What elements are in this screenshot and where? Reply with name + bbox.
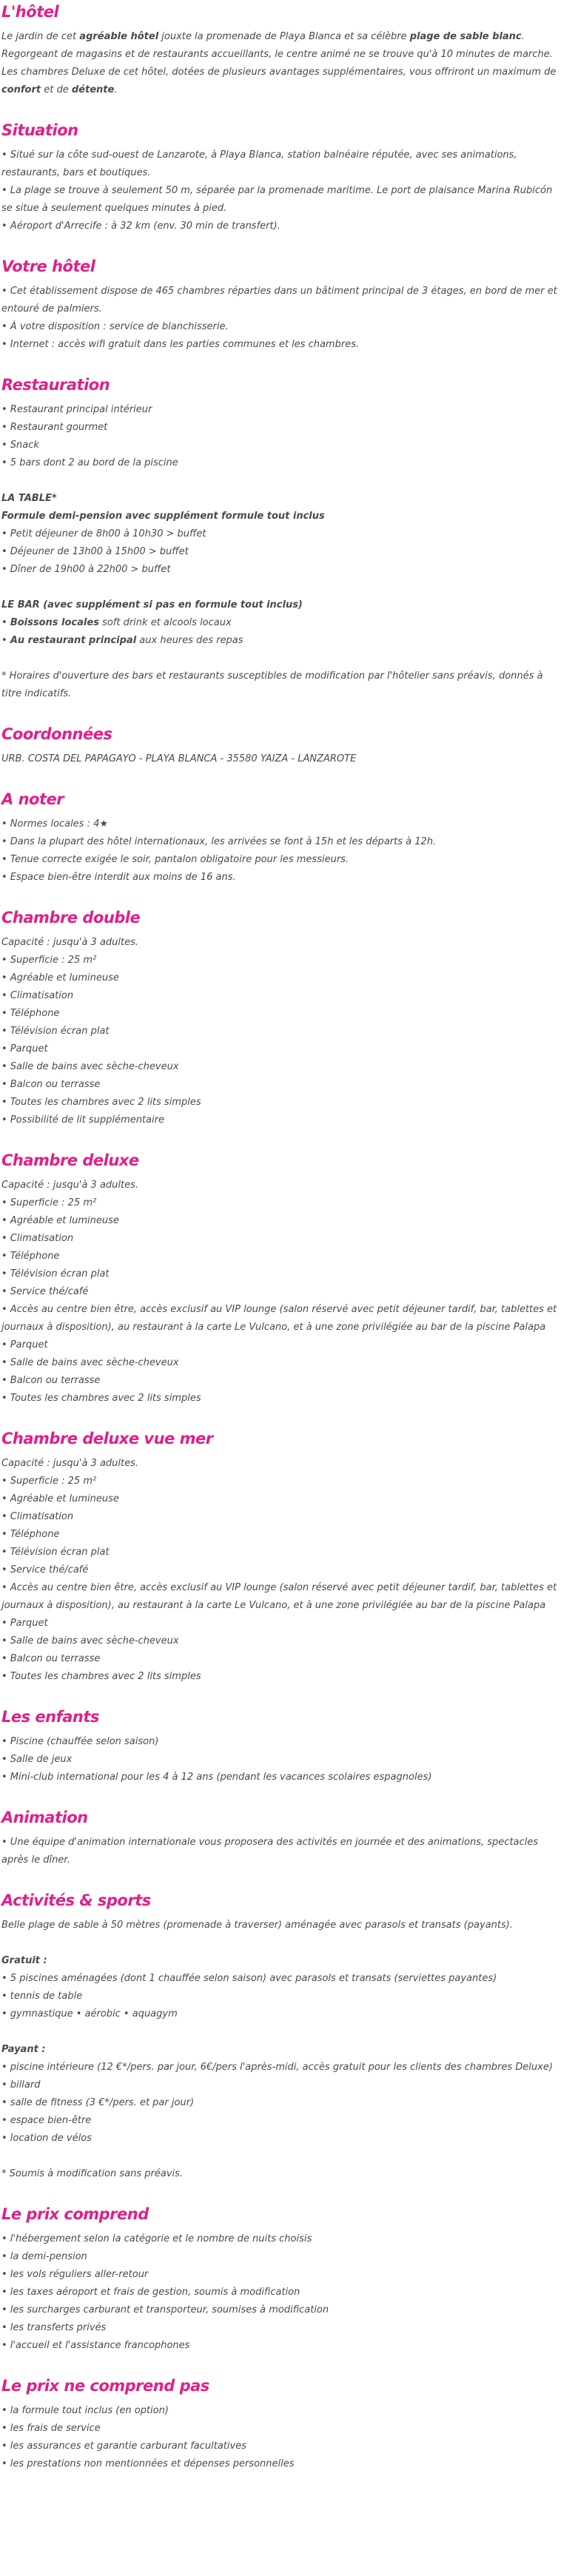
text-run: • Agréable et lumineuse: [1, 1215, 119, 1226]
text-run: • 5 bars dont 2 au bord de la piscine: [1, 457, 178, 468]
bold-text: LA TABLE*: [1, 493, 57, 504]
text-run: • l'hébergement selon la catégorie et le nombre de nuits choisis: [1, 2233, 312, 2244]
text-run: • Salle de jeux: [1, 1754, 73, 1765]
paragraph: [1, 1834, 559, 1869]
section-title: Votre hôtel: [1, 258, 95, 275]
text-run: • les taxes aéroport et frais de gestion, soumis à modification: [1, 2287, 300, 2298]
text-run: • les prestations non mentionnées et dépenses personnelles: [1, 2458, 295, 2469]
text-run: • Télévision écran plat: [1, 1026, 110, 1037]
text-run: • salle de fitness (3 €*/pers. et par jour): [1, 2097, 195, 2108]
text-run: • Climatisation: [1, 990, 74, 1001]
text-run: • Restaurant gourmet: [1, 422, 108, 433]
paragraph: [1, 2402, 559, 2473]
text-run: • billard: [1, 2079, 41, 2091]
paragraph: [1, 1455, 559, 1686]
text-run: • Toutes les chambres avec 2 lits simples: [1, 1393, 201, 1404]
text-run: • Balcon ou terrasse: [1, 1653, 101, 1664]
section-prix-comprend: [1, 2204, 559, 2355]
section-title: Chambre deluxe: [1, 1151, 139, 1169]
text-run: • les surcharges carburant et transporteur, soumises à modification: [1, 2304, 329, 2316]
text-run: Le jardin de cet: [1, 31, 80, 42]
text-run: • Parquet: [1, 1618, 48, 1629]
text-run: • la formule tout inclus (en option): [1, 2405, 169, 2416]
text-run: • Parquet: [1, 1043, 48, 1055]
bold-text: Gratuit :: [1, 1955, 47, 1966]
text-run: • Toutes les chambres avec 2 lits simples: [1, 1671, 201, 1682]
text-run: •: [1, 617, 10, 628]
text-run: aux heures des repas: [136, 635, 243, 646]
text-run: • location de vélos: [1, 2133, 92, 2144]
text-run: • Possibilité de lit supplémentaire: [1, 1114, 164, 1126]
text-run: • Normes locales : 4★: [1, 818, 109, 830]
text-run: • Snack: [1, 440, 39, 451]
paragraph: [1, 401, 559, 472]
section-title: Animation: [1, 1809, 88, 1826]
text-run: • les vols réguliers aller-retour: [1, 2269, 149, 2280]
paragraph: [1, 1917, 559, 1934]
text-run: • Superficie : 25 m²: [1, 1197, 97, 1208]
text-run: • Dîner de 19h00 à 22h00 > buffet: [1, 564, 171, 575]
text-run: • Salle de bains avec sèche-cheveux: [1, 1061, 179, 1072]
section-hotel: [1, 1, 559, 99]
section-title: Activités & sports: [1, 1891, 151, 1909]
section-situation: [1, 120, 559, 235]
text-run: Belle plage de sable à 50 mètres (promenade à traverser) aménagée avec parasols et transats (payants).: [1, 1920, 513, 1931]
section-title: Chambre double: [1, 909, 141, 927]
section-a-noter: [1, 789, 559, 887]
bold-text: Boissons locales: [10, 617, 99, 628]
text-run: • Dans la plupart des hôtel internationaux, les arrivées se font à 15h et les départs à 12h.: [1, 836, 437, 847]
section-title: Les enfants: [1, 1708, 99, 1726]
text-run: • La plage se trouve à seulement 50 m, séparée par la promenade maritime. Le port de plaisance Marina Rubicón se situe à seulement quelques minutes à pied.: [1, 185, 553, 214]
paragraph: [1, 147, 559, 235]
text-run: • Salle de bains avec sèche-cheveux: [1, 1357, 179, 1368]
section-title: Le prix ne comprend pas: [1, 2377, 209, 2395]
text-run: • Superficie : 25 m²: [1, 1476, 97, 1487]
text-run: • piscine intérieure (12 €*/pers. par jour, 6€/pers l'après-midi, accès gratuit pour les clients des chambres Deluxe): [1, 2062, 553, 2073]
text-run: • les assurances et garantie carburant facultatives: [1, 2441, 247, 2452]
text-run: • Service thé/café: [1, 1286, 89, 1297]
text-run: • Restaurant principal intérieur: [1, 404, 152, 415]
paragraph: [1, 2230, 559, 2355]
bold-text: Au restaurant principal: [10, 635, 137, 646]
text-run: • Téléphone: [1, 1251, 60, 1262]
paragraph: [1, 934, 559, 1129]
text-run: Capacité : jusqu'à 3 adultes.: [1, 1180, 139, 1191]
text-run: • Climatisation: [1, 1511, 74, 1522]
text-run: * Soumis à modification sans préavis.: [1, 2168, 184, 2179]
text-run: • tennis de table: [1, 1991, 83, 2002]
bold-text: Formule demi-pension avec supplément formule tout inclus: [1, 511, 325, 522]
paragraph: [1, 2041, 559, 2148]
text-run: • Salle de bains avec sèche-cheveux: [1, 1635, 179, 1647]
text-run: • l'accueil et l'assistance francophones: [1, 2340, 190, 2351]
text-run: • Toutes les chambres avec 2 lits simples: [1, 1097, 201, 1108]
section-chambre-deluxe: [1, 1150, 559, 1408]
section-chambre-double: [1, 907, 559, 1129]
text-run: Capacité : jusqu'à 3 adultes.: [1, 937, 139, 948]
text-run: .: [114, 84, 118, 95]
section-enfants: [1, 1706, 559, 1786]
text-run: • Balcon ou terrasse: [1, 1375, 101, 1386]
paragraph: [1, 596, 559, 650]
text-run: • Parquet: [1, 1339, 48, 1351]
text-run: * Horaires d'ouverture des bars et restaurants susceptibles de modification par l'hôtelier sans préavis, donnés à titre indicatifs.: [1, 670, 543, 699]
paragraph: [1, 815, 559, 887]
bold-text: agréable hôtel: [79, 31, 159, 42]
text-run: jouxte la promenade de Playa Blanca et sa célèbre: [158, 31, 410, 42]
text-run: • Accès au centre bien être, accès exclusif au VIP lounge (salon réservé avec petit déjeuner tardif, bar, tablettes et journaux à disposition), au restaurant à la carte Le Vulcano, et à une zone privilégiée au bar de la piscine Palapa: [1, 1304, 557, 1333]
section-title: L'hôtel: [1, 3, 59, 21]
paragraph: [1, 1952, 559, 2023]
text-run: • Service thé/café: [1, 1564, 89, 1575]
text-run: • Accès au centre bien être, accès exclusif au VIP lounge (salon réservé avec petit déjeuner tardif, bar, tablettes et journaux à disposition), au restaurant à la carte Le Vulcano, et à une zone privilégiée au bar de la piscine Palapa: [1, 1582, 557, 1611]
text-run: • Agréable et lumineuse: [1, 972, 119, 983]
text-run: • Une équipe d'animation internationale vous proposera des activités en journée et des animations, spectacles après le dîner.: [1, 1837, 539, 1866]
text-run: • 5 piscines aménagées (dont 1 chauffée selon saison) avec parasols et transats (serviettes payantes): [1, 1973, 497, 1984]
text-run: • Mini-club international pour les 4 à 12 ans (pendant les vacances scolaires espagnoles): [1, 1772, 432, 1783]
section-title: Coordonnées: [1, 725, 112, 743]
text-run: • les frais de service: [1, 2423, 101, 2434]
text-run: • Déjeuner de 13h00 à 15h00 > buffet: [1, 546, 189, 557]
section-title: Le prix comprend: [1, 2205, 149, 2223]
section-chambre-deluxe-vue-mer: [1, 1428, 559, 1686]
paragraph: [1, 490, 559, 579]
text-run: • gymnastique • aérobic • aquagym: [1, 2008, 178, 2020]
section-animation: [1, 1807, 559, 1869]
text-run: Capacité : jusqu'à 3 adultes.: [1, 1458, 139, 1469]
text-run: • Tenue correcte exigée le soir, pantalon obligatoire pour les messieurs.: [1, 854, 349, 865]
bold-text: confort: [1, 84, 41, 95]
text-run: • Agréable et lumineuse: [1, 1493, 119, 1504]
text-run: • Télévision écran plat: [1, 1268, 110, 1279]
paragraph: [1, 1177, 559, 1408]
paragraph: [1, 2165, 559, 2183]
text-run: • les transferts privés: [1, 2322, 107, 2333]
text-run: • Situé sur la côte sud-ouest de Lanzarote, à Playa Blanca, station balnéaire réputée, avec ses animations, restaurants, bars et boutiques.: [1, 149, 517, 178]
text-run: • Espace bien-être interdit aux moins de 16 ans.: [1, 872, 236, 883]
text-run: • Petit déjeuner de 8h00 à 10h30 > buffet: [1, 528, 206, 539]
section-restauration: [1, 374, 559, 703]
bold-text: Payant :: [1, 2044, 46, 2055]
section-title: Chambre deluxe vue mer: [1, 1430, 213, 1447]
paragraph: [1, 750, 559, 768]
paragraph: [1, 28, 559, 99]
paragraph: [1, 667, 559, 703]
text-run: • Climatisation: [1, 1233, 74, 1244]
text-run: soft drink et alcools locaux: [98, 617, 232, 628]
text-run: et de: [41, 84, 72, 95]
text-run: •: [1, 635, 10, 646]
section-prix-ne-comprend-pas: [1, 2375, 559, 2473]
section-coordonnees: [1, 724, 559, 768]
bold-text: LE BAR (avec supplément si pas en formule tout inclus): [1, 599, 303, 611]
section-votre-hotel: [1, 256, 559, 354]
text-run: • Internet : accès wifi gratuit dans les parties communes et les chambres.: [1, 339, 360, 350]
text-run: • Téléphone: [1, 1529, 60, 1540]
text-run: URB. COSTA DEL PAPAGAYO - PLAYA BLANCA - 35580 YAIZA - LANZAROTE: [1, 753, 357, 764]
text-run: . Regorgeant de magasins et de restaurants accueillants, le centre animé ne se trouve qu'à 10 minutes de marche. Les chambres Deluxe de cet hôtel, dotées de plusieurs avantages supplémentaires, vous offriront un maximum de: [1, 31, 557, 78]
section-title: Situation: [1, 121, 78, 139]
text-run: • À votre disposition : service de blanchisserie.: [1, 321, 229, 332]
text-run: • Piscine (chauffée selon saison): [1, 1736, 159, 1747]
text-run: • Balcon ou terrasse: [1, 1079, 101, 1090]
paragraph: [1, 1733, 559, 1786]
section-title: A noter: [1, 790, 64, 808]
bold-text: plage de sable blanc: [409, 31, 522, 42]
section-title: Restauration: [1, 376, 110, 394]
text-run: • la demi-pension: [1, 2251, 87, 2262]
bold-text: détente: [71, 84, 115, 95]
text-run: • Superficie : 25 m²: [1, 955, 97, 966]
section-activites: [1, 1890, 559, 2183]
text-run: • espace bien-être: [1, 2115, 92, 2126]
text-run: • Aéroport d'Arrecife : à 32 km (env. 30 min de transfert).: [1, 221, 280, 232]
text-run: • Téléphone: [1, 1008, 60, 1019]
paragraph: [1, 283, 559, 354]
text-run: • Cet établissement dispose de 465 chambres réparties dans un bâtiment principal de 3 étages, en bord de mer et entouré de palmiers.: [1, 286, 557, 315]
text-run: • Télévision écran plat: [1, 1547, 110, 1558]
